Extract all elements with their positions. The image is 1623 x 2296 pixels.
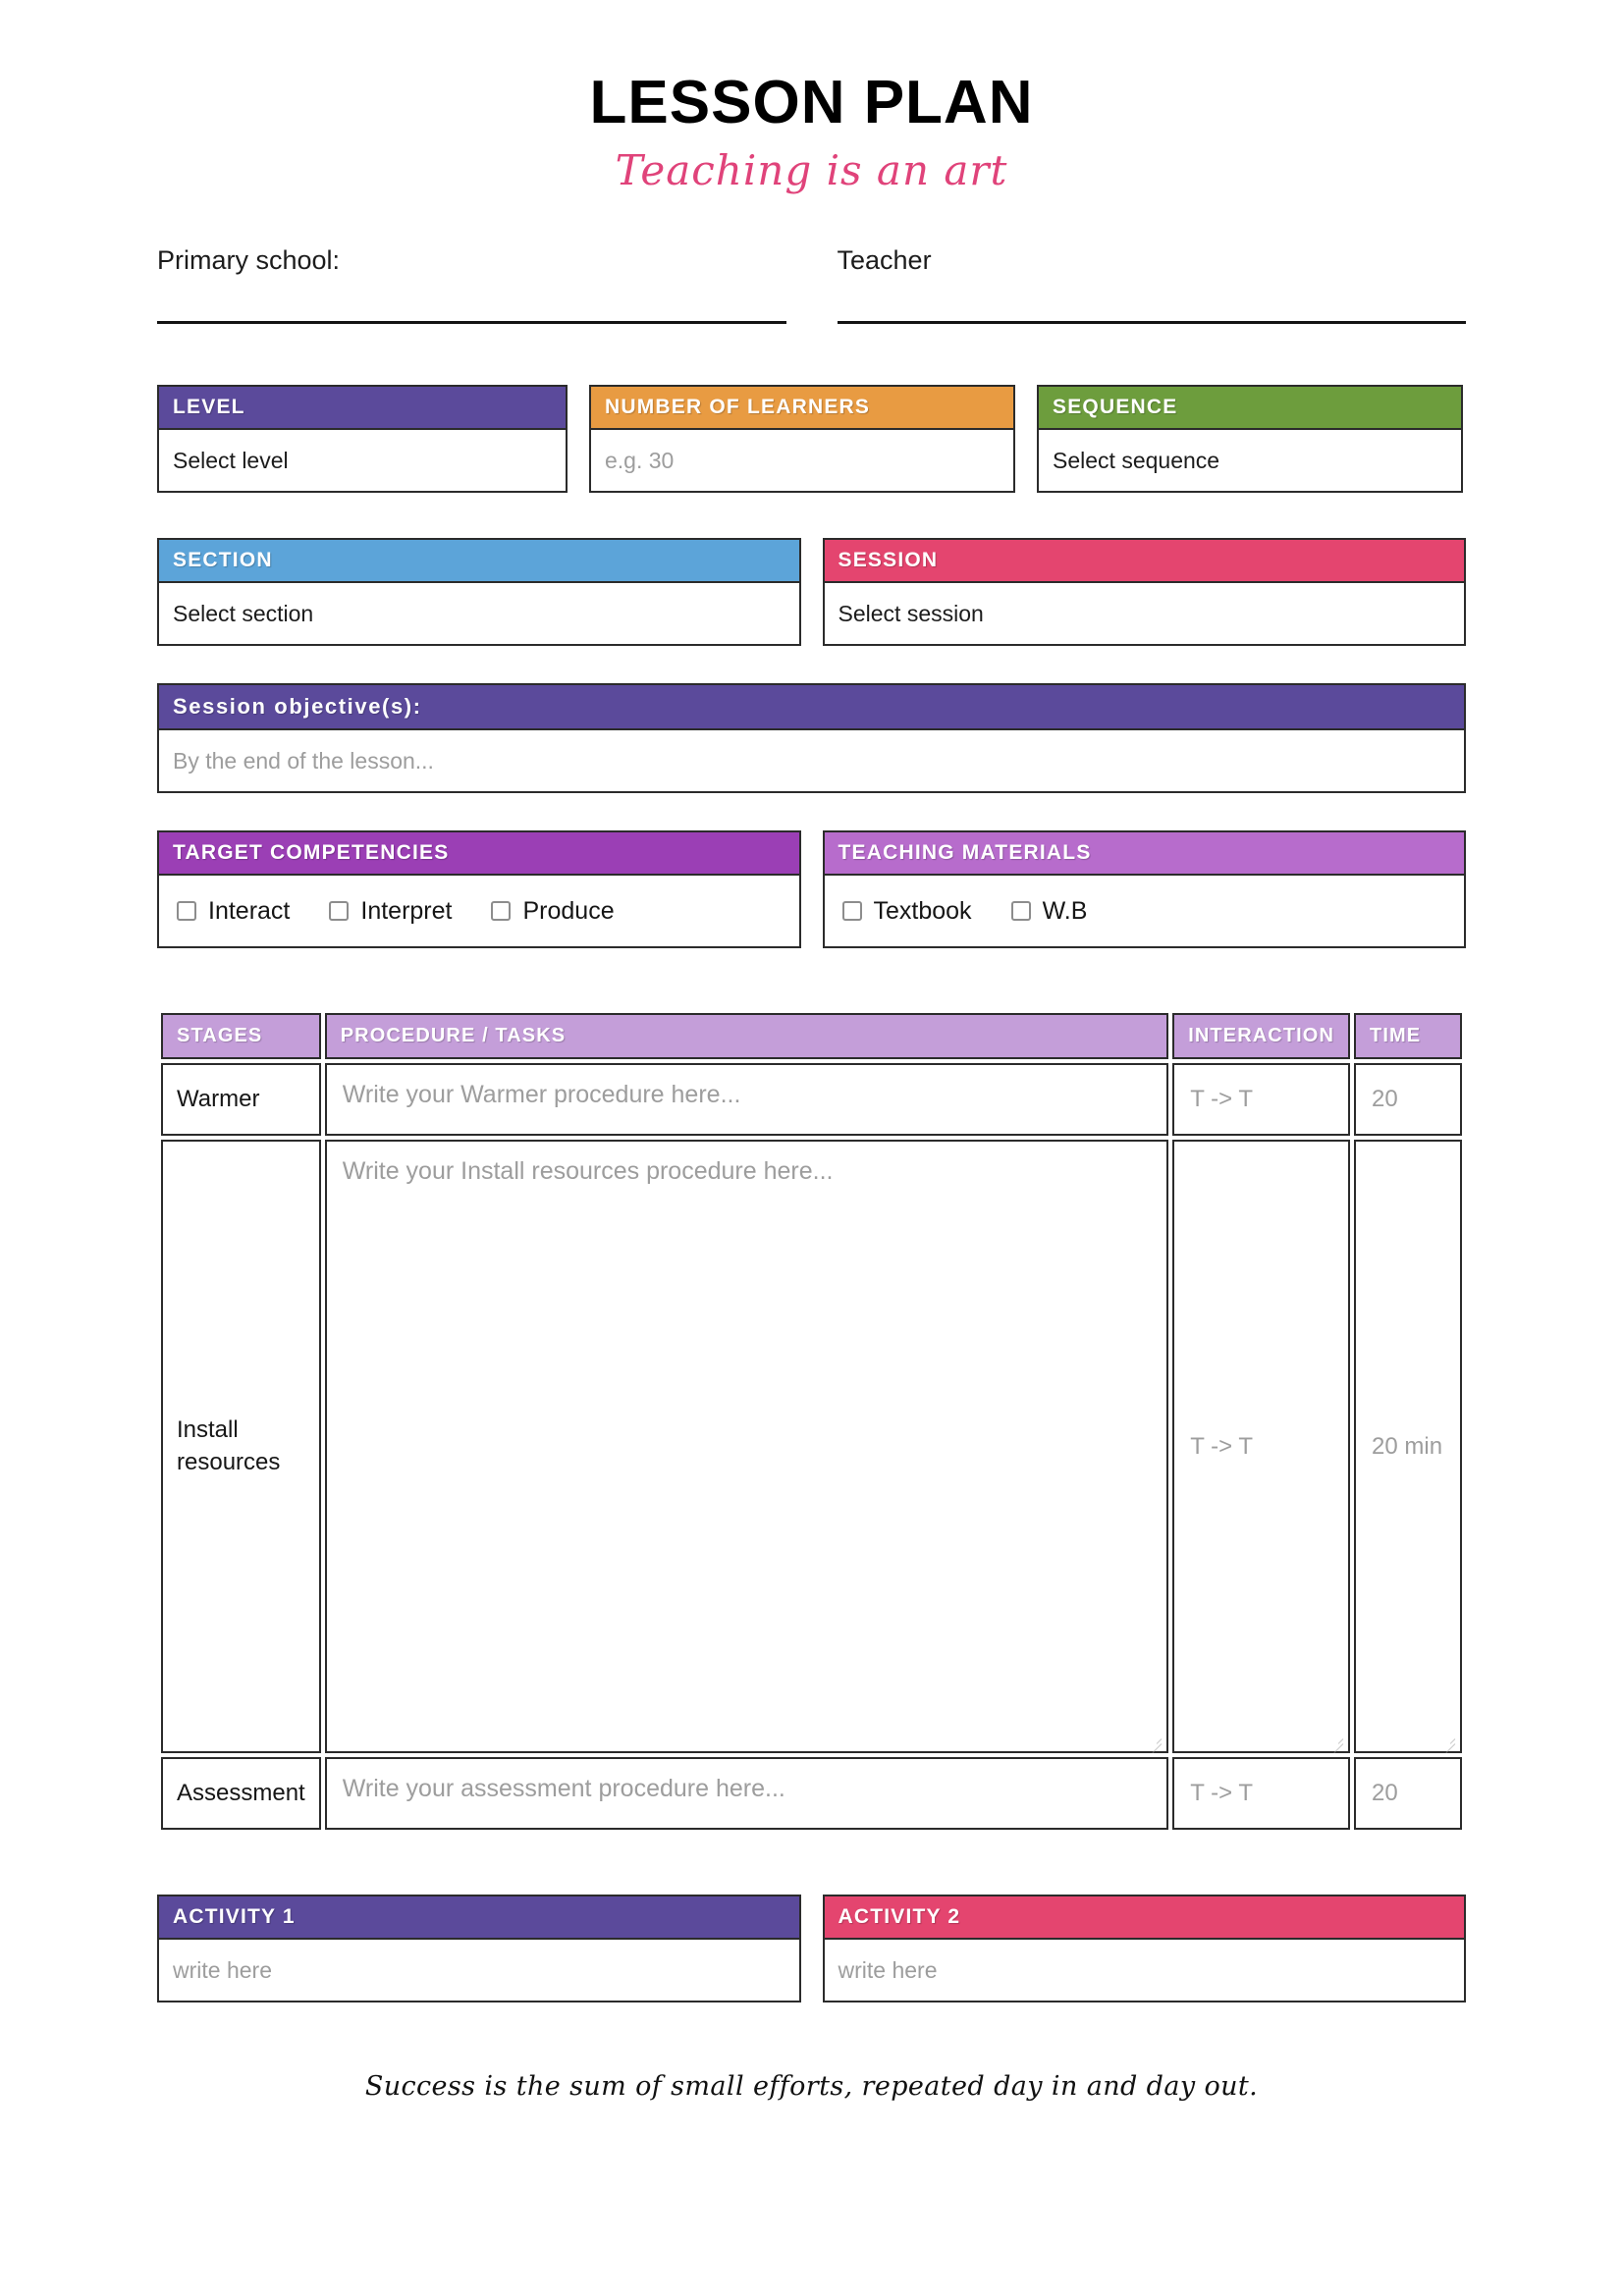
materials-options bbox=[825, 876, 1465, 946]
interaction-input-assessment[interactable]: T -> T bbox=[1172, 1757, 1350, 1830]
resize-handle-icon[interactable] bbox=[1328, 1733, 1344, 1748]
section-select[interactable] bbox=[159, 583, 799, 644]
session-header: SESSION bbox=[825, 540, 1465, 583]
table-header-row bbox=[161, 1013, 1462, 1059]
time-input-install-resources[interactable] bbox=[1354, 1140, 1462, 1753]
checkbox-textbook[interactable] bbox=[842, 897, 972, 926]
level-value: Select level bbox=[173, 447, 289, 473]
sequence-select[interactable] bbox=[1039, 430, 1461, 491]
checkbox-produce-label: Produce bbox=[522, 896, 615, 925]
fields-row-1 bbox=[157, 385, 1466, 493]
competencies-header: TARGET COMPETENCIES bbox=[159, 832, 799, 876]
school-write-line[interactable] bbox=[157, 321, 786, 324]
level-header: LEVEL bbox=[159, 387, 566, 430]
procedure-input-install-resources[interactable] bbox=[325, 1140, 1169, 1753]
activity-2-placeholder: write here bbox=[838, 1956, 938, 1983]
footer-quote: Success is the sum of small efforts, repeated day in and day out. bbox=[364, 2071, 1259, 2103]
activity-1-input[interactable] bbox=[159, 1940, 799, 2001]
learners-placeholder: e.g. 30 bbox=[605, 447, 675, 473]
objectives-placeholder: By the end of the lesson... bbox=[173, 747, 434, 774]
learners-card bbox=[589, 385, 1015, 493]
time-input-assessment[interactable]: 20 bbox=[1354, 1757, 1462, 1830]
checkbox-interact-label: Interact bbox=[208, 896, 291, 925]
checkbox-icon[interactable] bbox=[329, 901, 349, 921]
table-row bbox=[161, 1063, 1462, 1136]
objectives-card bbox=[157, 683, 1466, 793]
checkbox-wb[interactable] bbox=[1011, 897, 1088, 926]
interaction-value: T -> T bbox=[1190, 1432, 1254, 1460]
checkbox-interact[interactable] bbox=[177, 897, 290, 926]
stage-label-install-resources: Install resources bbox=[161, 1140, 321, 1753]
stage-label-assessment: Assessment bbox=[161, 1757, 321, 1830]
fields-row-2 bbox=[157, 538, 1466, 646]
procedure-placeholder: Write your Install resources procedure here... bbox=[342, 1157, 834, 1186]
materials-header: TEACHING MATERIALS bbox=[825, 832, 1465, 876]
checkbox-interpret-label: Interpret bbox=[360, 896, 453, 925]
teacher-label: Teacher bbox=[837, 245, 932, 276]
stages-table bbox=[157, 1009, 1466, 1834]
learners-header: NUMBER OF LEARNERS bbox=[591, 387, 1013, 430]
sequence-value: Select sequence bbox=[1053, 447, 1220, 473]
session-card bbox=[823, 538, 1467, 646]
procedure-input-assessment[interactable]: Write your assessment procedure here... bbox=[325, 1757, 1169, 1830]
activity-2-input[interactable] bbox=[825, 1940, 1465, 2001]
column-header-time: TIME bbox=[1354, 1013, 1462, 1059]
materials-card bbox=[823, 830, 1467, 948]
school-field[interactable] bbox=[157, 245, 786, 324]
section-header: SECTION bbox=[159, 540, 799, 583]
section-card bbox=[157, 538, 801, 646]
table-row bbox=[161, 1757, 1462, 1830]
page-title: LESSON PLAN bbox=[589, 69, 1034, 136]
activity-2-header: ACTIVITY 2 bbox=[825, 1896, 1465, 1940]
column-header-stages: STAGES bbox=[161, 1013, 321, 1059]
resize-handle-icon[interactable] bbox=[1440, 1733, 1456, 1748]
level-select[interactable] bbox=[159, 430, 566, 491]
session-value: Select session bbox=[838, 600, 984, 626]
checkbox-icon[interactable] bbox=[491, 901, 511, 921]
checkbox-interpret[interactable] bbox=[329, 897, 452, 926]
sequence-card bbox=[1037, 385, 1463, 493]
page-header bbox=[0, 0, 1623, 194]
activity-1-header: ACTIVITY 1 bbox=[159, 1896, 799, 1940]
checkbox-produce[interactable] bbox=[491, 897, 614, 926]
checkbox-wb-label: W.B bbox=[1042, 896, 1088, 925]
competencies-card bbox=[157, 830, 801, 948]
checkbox-textbook-label: Textbook bbox=[873, 896, 972, 925]
time-value: 20 min bbox=[1372, 1432, 1443, 1460]
checkbox-icon[interactable] bbox=[842, 901, 862, 921]
objectives-row bbox=[157, 683, 1466, 793]
column-header-procedure: PROCEDURE / TASKS bbox=[325, 1013, 1169, 1059]
level-card bbox=[157, 385, 568, 493]
competencies-options bbox=[159, 876, 799, 946]
learners-input[interactable] bbox=[591, 430, 1013, 491]
stage-label-warmer: Warmer bbox=[161, 1063, 321, 1136]
activity-1-card bbox=[157, 1895, 801, 2002]
objectives-header: Session objective(s): bbox=[159, 685, 1464, 730]
checkbox-icon[interactable] bbox=[1011, 901, 1031, 921]
objectives-input[interactable] bbox=[159, 730, 1464, 791]
procedure-input-warmer[interactable]: Write your Warmer procedure here... bbox=[325, 1063, 1169, 1136]
checkbox-row bbox=[157, 830, 1466, 948]
sequence-header: SEQUENCE bbox=[1039, 387, 1461, 430]
page-subtitle: Teaching is an art bbox=[615, 146, 1008, 195]
time-input-warmer[interactable]: 20 bbox=[1354, 1063, 1462, 1136]
interaction-input-warmer[interactable]: T -> T bbox=[1172, 1063, 1350, 1136]
school-label: Primary school: bbox=[157, 245, 341, 276]
activity-1-placeholder: write here bbox=[173, 1956, 272, 1983]
column-header-interaction: INTERACTION bbox=[1172, 1013, 1350, 1059]
interaction-input-install-resources[interactable] bbox=[1172, 1140, 1350, 1753]
teacher-write-line[interactable] bbox=[838, 321, 1467, 324]
table-row bbox=[161, 1140, 1462, 1753]
session-select[interactable] bbox=[825, 583, 1465, 644]
identity-row bbox=[157, 245, 1466, 324]
resize-handle-icon[interactable] bbox=[1147, 1733, 1163, 1748]
checkbox-icon[interactable] bbox=[177, 901, 196, 921]
section-value: Select section bbox=[173, 600, 314, 626]
activity-2-card bbox=[823, 1895, 1467, 2002]
teacher-field[interactable] bbox=[838, 245, 1467, 324]
activities-row bbox=[157, 1895, 1466, 2002]
